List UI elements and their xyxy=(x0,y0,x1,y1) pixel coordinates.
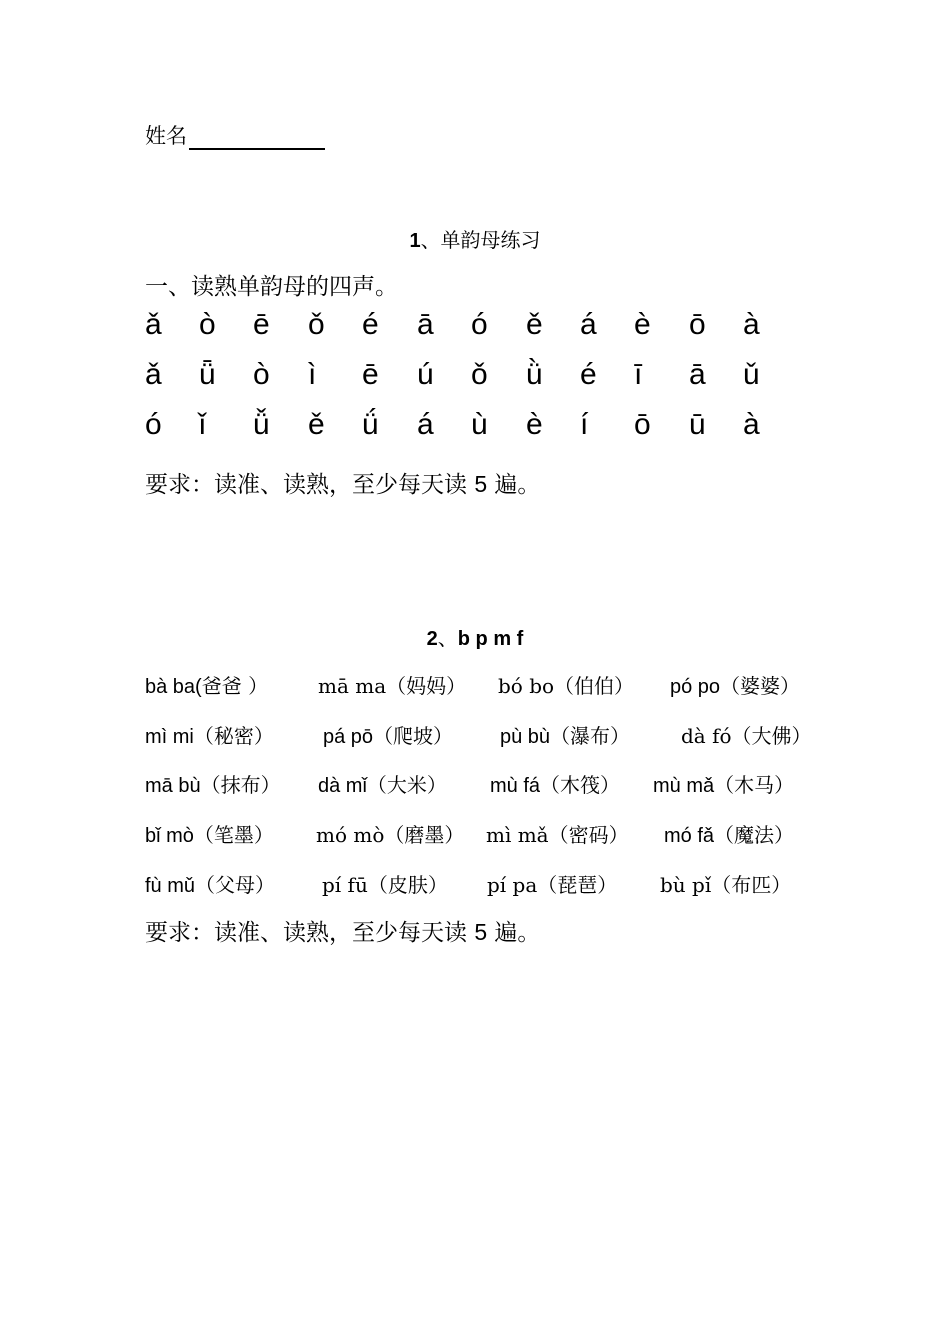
vowel-tone-mark: ī xyxy=(634,358,643,391)
word-hanzi: （瀑布） xyxy=(550,724,631,748)
word-pinyin: mā bù xyxy=(145,775,201,797)
word-item xyxy=(670,670,800,699)
word-item xyxy=(145,720,274,749)
word-item xyxy=(322,869,448,898)
word-pinyin: bó bo xyxy=(498,674,555,698)
word-item xyxy=(316,819,464,848)
vowel-tone-mark: ǘ xyxy=(362,408,379,441)
word-hanzi: （抹布） xyxy=(200,773,281,797)
requirement-count: 5 xyxy=(474,919,488,945)
word-pinyin: mù mǎ xyxy=(653,775,715,797)
requirement-suffix: 遍。 xyxy=(494,920,541,946)
word-item xyxy=(145,869,275,898)
vowel-tone-mark: ù xyxy=(471,408,488,441)
vowel-tone-mark: è xyxy=(526,408,543,441)
word-hanzi: 爸爸 ） xyxy=(201,674,269,698)
vowel-tone-mark: ǒ xyxy=(471,358,488,391)
vowel-tone-mark: í xyxy=(580,408,589,441)
vowel-tone-mark: ǚ xyxy=(253,408,270,441)
vowel-tone-mark: ě xyxy=(308,408,325,441)
vowel-tone-mark: ó xyxy=(471,308,488,341)
section1-title-num: 1 xyxy=(409,230,421,252)
section1-title xyxy=(0,224,950,253)
word-hanzi: （皮肤） xyxy=(367,873,448,897)
word-pinyin: mó mò xyxy=(316,823,385,847)
word-row-5 xyxy=(145,869,845,899)
word-hanzi: （笔墨） xyxy=(193,823,274,847)
vowel-tone-mark: ā xyxy=(689,358,706,391)
word-hanzi: （大佛） xyxy=(731,724,812,748)
word-pinyin: pù bù xyxy=(500,726,551,748)
word-hanzi: （木马） xyxy=(714,773,795,797)
vowel-tone-mark: è xyxy=(634,308,651,341)
section2-requirement xyxy=(145,914,540,947)
vowel-tone-mark: é xyxy=(580,358,597,391)
word-item xyxy=(653,769,794,798)
word-item xyxy=(145,769,281,798)
vowel-tone-mark: ò xyxy=(253,358,270,391)
vowel-tone-mark: ā xyxy=(417,308,434,341)
word-item xyxy=(318,670,466,699)
vowel-tone-mark: á xyxy=(417,408,434,441)
word-hanzi: （大米） xyxy=(366,773,447,797)
vowel-tone-mark: ǎ xyxy=(145,358,162,391)
section1-heading: 一、读熟单韵母的四声。 xyxy=(145,274,398,300)
vowel-tone-mark: ū xyxy=(689,408,706,441)
vowel-tone-mark: ǐ xyxy=(199,408,206,441)
word-item xyxy=(323,720,453,749)
vowel-tone-mark: ǜ xyxy=(526,358,543,391)
word-item xyxy=(498,670,634,699)
word-item xyxy=(145,819,274,848)
word-pinyin: mā ma xyxy=(318,674,387,698)
word-pinyin: bà ba( xyxy=(145,676,202,698)
requirement-text: 要求：读准、读熟，至少每天读 xyxy=(145,920,467,946)
word-item xyxy=(681,720,812,749)
name-blank-line xyxy=(189,126,325,150)
word-hanzi: （父母） xyxy=(195,873,276,897)
word-pinyin: pó po xyxy=(670,676,721,698)
word-hanzi: （爬坡） xyxy=(373,724,454,748)
word-hanzi: （秘密） xyxy=(193,724,274,748)
word-pinyin: pí pa xyxy=(487,873,538,897)
word-row-2 xyxy=(145,720,845,750)
vowel-tone-mark: á xyxy=(580,308,597,341)
word-pinyin: mì mi xyxy=(145,726,194,748)
word-pinyin: bǐ mò xyxy=(145,825,194,847)
word-row-1 xyxy=(145,670,845,700)
vowel-tone-mark: à xyxy=(743,308,760,341)
vowel-tone-mark: ú xyxy=(417,358,434,391)
word-hanzi: （妈妈） xyxy=(386,674,467,698)
vowel-tone-mark: ǎ xyxy=(145,308,162,341)
word-hanzi: （琵琶） xyxy=(537,873,618,897)
word-pinyin: pá pō xyxy=(323,726,374,748)
vowel-tone-mark: ǒ xyxy=(308,308,325,341)
requirement-count: 5 xyxy=(474,471,488,497)
word-hanzi: （婆婆） xyxy=(720,674,801,698)
vowel-tone-mark: é xyxy=(362,308,379,341)
word-hanzi: （布匹） xyxy=(711,873,792,897)
word-pinyin: mó fǎ xyxy=(664,825,715,847)
word-row-4 xyxy=(145,819,845,849)
word-pinyin: fù mǔ xyxy=(145,875,196,897)
word-hanzi: （磨墨） xyxy=(384,823,465,847)
word-hanzi: （魔法） xyxy=(714,823,795,847)
section2-title-text: 、 xyxy=(437,626,458,650)
word-hanzi: （密码） xyxy=(548,823,629,847)
requirement-suffix: 遍。 xyxy=(494,472,541,498)
word-pinyin: mì mǎ xyxy=(486,823,549,847)
word-pinyin: mù fá xyxy=(490,775,541,797)
word-item xyxy=(486,819,629,848)
section1-requirement xyxy=(145,466,540,499)
word-item xyxy=(500,720,630,749)
word-item xyxy=(490,769,620,798)
vowel-tone-mark: ō xyxy=(689,308,706,341)
section2-title xyxy=(0,622,950,651)
word-item xyxy=(145,670,268,699)
word-pinyin: dà fó xyxy=(681,724,732,748)
section1-title-text: 、单韵母练习 xyxy=(420,228,541,252)
vowel-tone-mark: ì xyxy=(308,358,317,391)
vowel-tone-mark: ō xyxy=(634,408,651,441)
requirement-text: 要求：读准、读熟，至少每天读 xyxy=(145,472,467,498)
vowel-tone-mark: ò xyxy=(199,308,216,341)
vowel-tone-mark: à xyxy=(743,408,760,441)
word-item xyxy=(318,769,447,798)
vowel-tone-mark: ǔ xyxy=(743,358,760,391)
vowel-tone-mark: ē xyxy=(362,358,379,391)
vowel-tone-mark: ǖ xyxy=(199,358,216,391)
word-hanzi: （伯伯） xyxy=(554,674,635,698)
section2-title-num: 2 xyxy=(426,628,438,650)
word-pinyin: dà mǐ xyxy=(318,775,367,797)
word-item xyxy=(664,819,794,848)
vowel-tone-mark: ē xyxy=(253,308,270,341)
word-hanzi: （木筏） xyxy=(540,773,621,797)
name-field xyxy=(145,120,325,150)
vowel-tone-mark: ě xyxy=(526,308,543,341)
word-item xyxy=(660,869,791,898)
section2-title-letters: b p m f xyxy=(457,628,524,650)
word-pinyin: bù pǐ xyxy=(660,873,712,897)
word-pinyin: pí fū xyxy=(322,873,368,897)
vowel-tone-mark: ó xyxy=(145,408,162,441)
word-row-3 xyxy=(145,769,845,799)
name-label: 姓名 xyxy=(145,124,187,148)
word-item xyxy=(487,869,617,898)
